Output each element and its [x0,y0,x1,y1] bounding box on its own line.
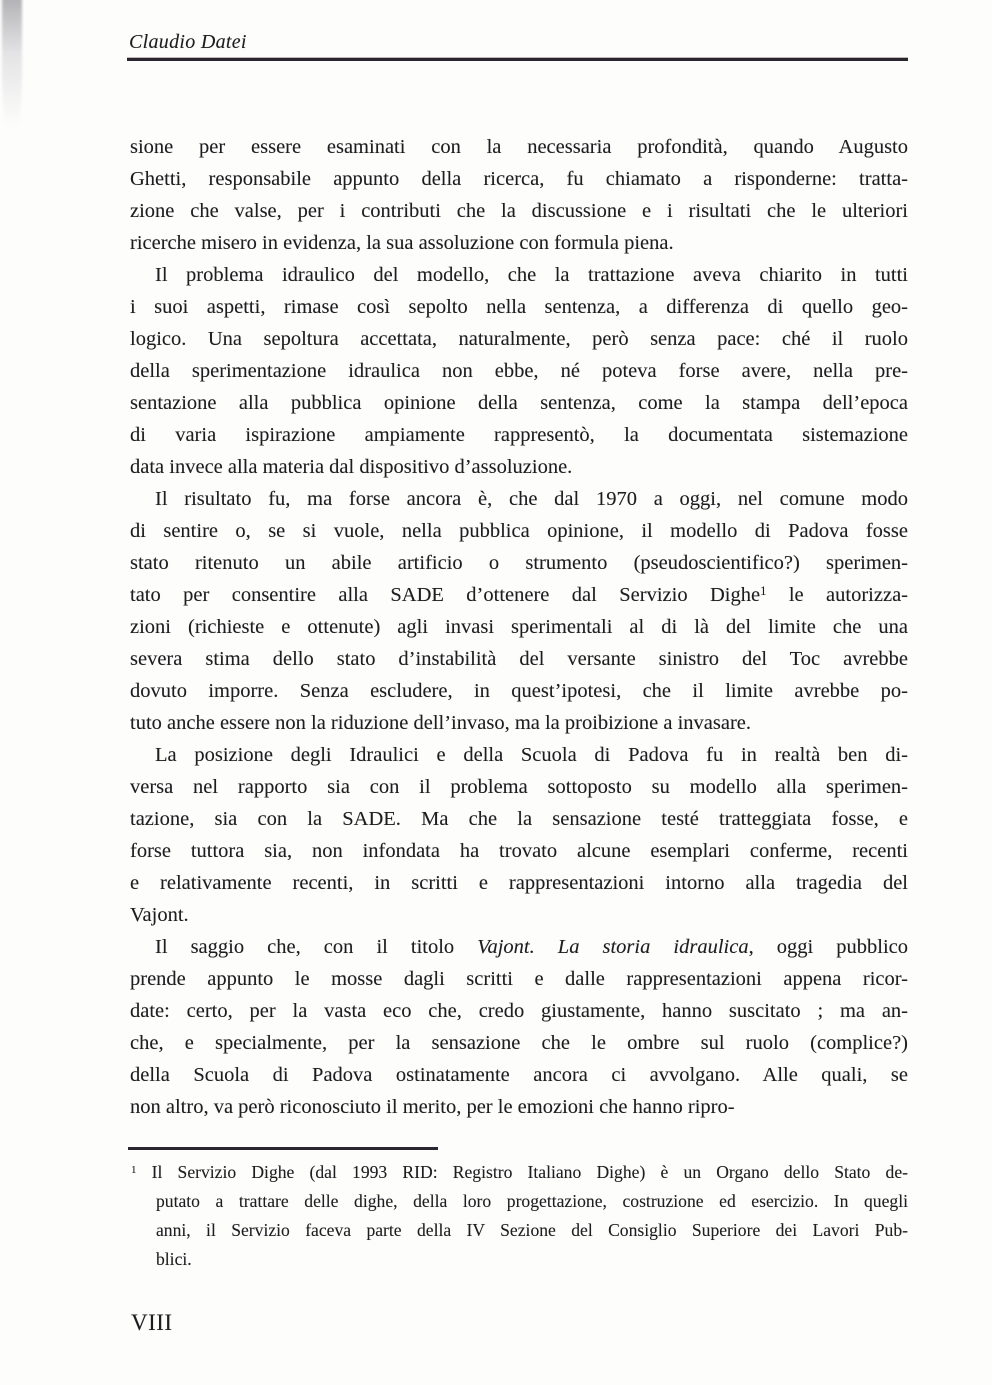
body-text-line: Il problema idraulico del modello, che la trattazione aveva chiarito in tutti [155,264,908,286]
footnote-line: putato a trattare delle dighe, della loro progettazione, costruzione ed esercizio. In quegli [156,1191,908,1211]
footnote-rule [128,1147,438,1150]
body-text-line: che, e specialmente, per la sensazione che le ombre sul ruolo (complice?) [130,1032,908,1054]
header-rule [127,58,908,61]
footnote-reference: 1 [760,584,767,599]
body-text-line: ricerche misero in evidenza, la sua assoluzione con formula piena. [130,232,674,254]
running-header-author: Claudio Datei [129,31,247,53]
scan-artifact-corner [2,0,22,144]
body-text-line: severa stima dello stato d’instabilità del versante sinistro del Toc avrebbe [130,648,908,670]
body-text-line: zioni (richieste e ottenute) agli invasi sperimentali al di là del limite che una [130,616,908,638]
body-text-line: data invece alla materia dal dispositivo d’assoluzione. [130,456,573,478]
body-text-line: versa nel rapporto sia con il problema sottoposto su modello alla sperimen- [130,776,908,798]
body-text-line: tazione, sia con la SADE. Ma che la sensazione testé tratteggiata fosse, e [130,808,908,830]
body-text-line: dovuto imporre. Senza escludere, in quest’ipotesi, che il limite avrebbe po- [130,680,908,702]
body-text-line: non altro, va però riconosciuto il merito, per le emozioni che hanno ripro- [130,1096,735,1118]
body-text-line: sentazione alla pubblica opinione della sentenza, come la stampa dell’epoca [130,392,908,414]
body-text-line: date: certo, per la vasta eco che, credo giustamente, hanno suscitato ; ma an- [130,1000,908,1022]
body-text-line: prende appunto le mosse dagli scritti e dalle rappresentazioni appena ricor- [130,968,908,990]
body-text-line: sione per essere esaminati con la necessaria profondità, quando Augusto [130,136,908,158]
body-text [130,131,908,1123]
footnote-line: blici. [156,1249,192,1269]
body-text-line: stato ritenuto un abile artificio o strumento (pseudoscientifico?) sperimen- [130,552,908,574]
body-text-line: i suoi aspetti, rimase così sepolto nella sentenza, a differenza di quello geo- [130,296,908,318]
body-text-line: logico. Una sepoltura accettata, naturalmente, però senza pace: ché il ruolo [130,328,908,350]
footnote [131,1158,908,1274]
italic-title: Vajont. La storia idraulica [477,936,749,958]
footnote-line: anni, il Servizio faceva parte della IV Sezione del Consiglio Superiore dei Lavori Pub- [156,1220,908,1240]
body-text-line: Vajont. [130,904,189,926]
body-text-line: forse tuttora sia, non infondata ha trovato alcune esemplari conferme, recenti [130,840,908,862]
body-text-line: tato per consentire alla SADE d’ottenere dal Servizio Dighe$^1$ le autorizza- [130,584,908,606]
footnote-line: $^1$ Il Servizio Dighe (dal 1993 RID: Registro Italiano Dighe) è un Organo dello Stato de- [131,1162,908,1182]
body-text-line: e relativamente recenti, in scritti e rappresentazioni intorno alla tragedia del [130,872,908,894]
body-text-line: di varia ispirazione ampiamente rappresentò, la documentata sistemazione [130,424,908,446]
body-text-line: zione che valse, per i contributi che la discussione e i risultati che le ulteriori [130,200,908,222]
body-text-line: Ghetti, responsabile appunto della ricerca, fu chiamato a risponderne: tratta- [130,168,908,190]
body-text-line: di sentire o, se si vuole, nella pubblica opinione, il modello di Padova fosse [130,520,908,542]
body-text-line: della sperimentazione idraulica non ebbe, né poteva forse avere, nella pre- [130,360,908,382]
footnote-reference: 1 [131,1164,137,1177]
body-text-line: tuto anche essere non la riduzione dell’invaso, ma la proibizione a invasare. [130,712,752,734]
page-number: VIII [131,1310,173,1335]
body-text-line: Il saggio che, con il titolo Vajont. La storia idraulica, oggi pubblico [155,936,908,958]
body-text-line: La posizione degli Idraulici e della Scuola di Padova fu in realtà ben di- [155,744,908,766]
body-text-line: della Scuola di Padova ostinatamente ancora ci avvolgano. Alle quali, se [130,1064,908,1086]
body-text-line: Il risultato fu, ma forse ancora è, che dal 1970 a oggi, nel comune modo [155,488,908,510]
